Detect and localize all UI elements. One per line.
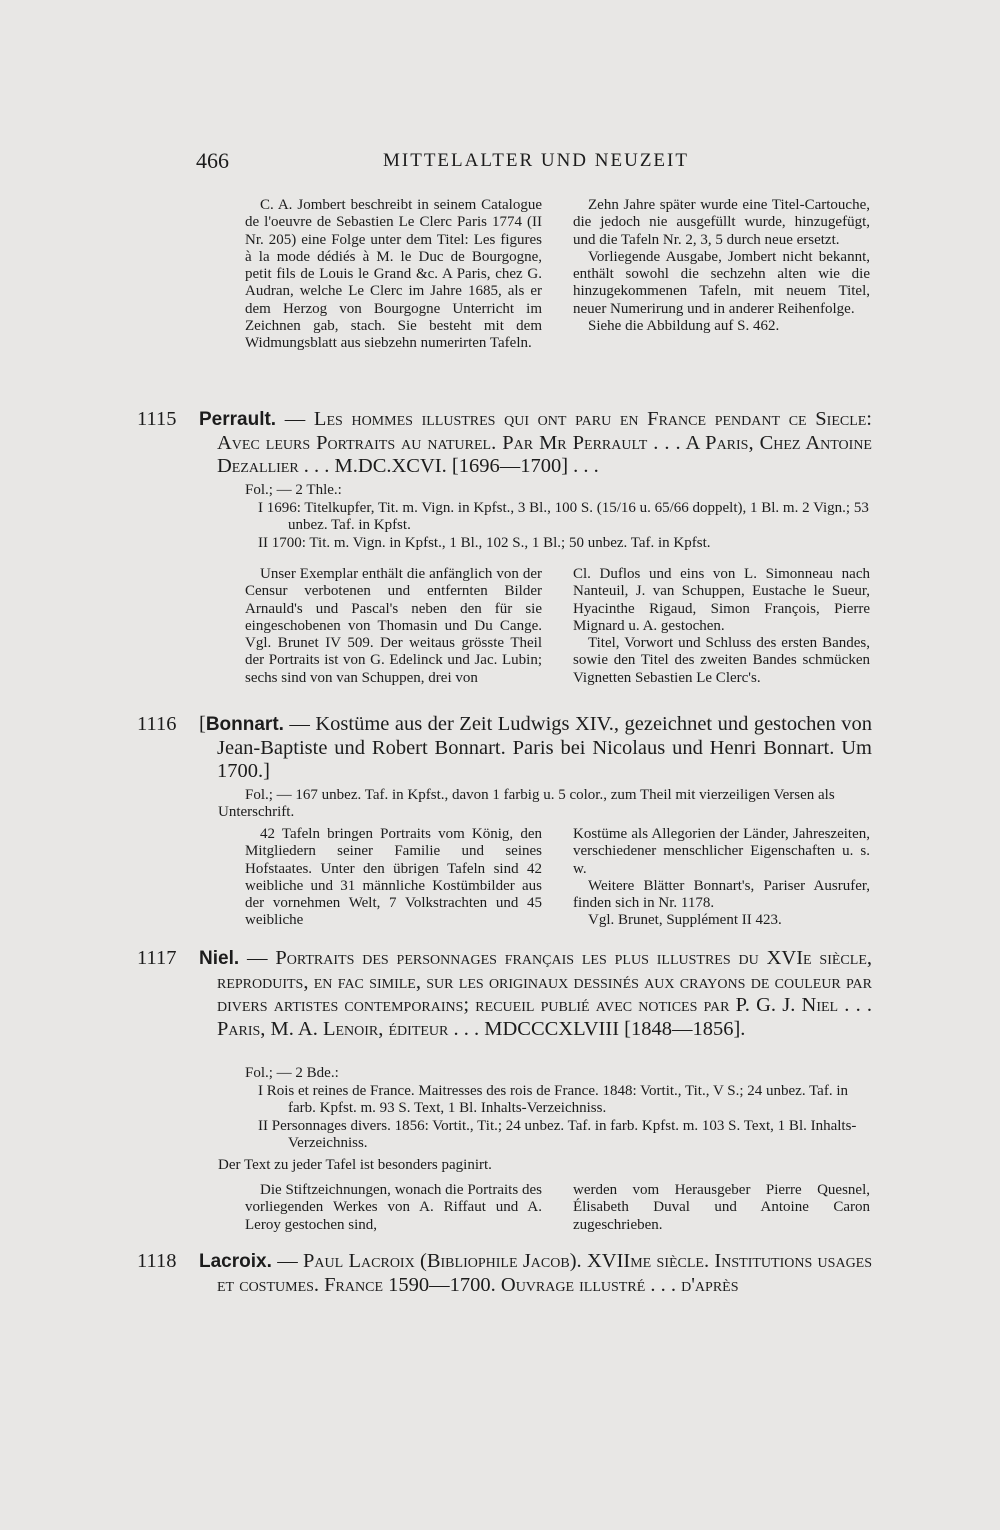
entry-1115-format: Fol.; — 2 Thle.: xyxy=(245,482,342,498)
entry-1116-notes xyxy=(245,826,870,930)
entry-1115-right-column xyxy=(573,566,870,687)
intro-columns xyxy=(245,197,870,353)
entry-number: 1116 xyxy=(137,713,177,735)
intro-left-column xyxy=(245,197,542,353)
entry-1116-heading xyxy=(137,713,872,784)
entry-1117-right-column xyxy=(573,1182,870,1234)
volume-2: II Personnages divers. 1856: Vortit., Tit.; 24 unbez. Taf. in farb. Kpfst. m. 103 S. Text, 1 Bl. Inhalts-Verzeichniss. xyxy=(258,1117,857,1151)
page-header xyxy=(196,148,876,178)
entry-1115-heading xyxy=(137,408,872,479)
entry-title: — Portraits des personnages français les plus illustres du XVIe siècle, reproduits, en fac simile, sur les originaux dessinés aux crayons de couleur par divers artistes contemporains; recueil publié avec notices par P. G. J. Niel . . . Paris, M. A. Lenoir, éditeur . . . MDCCCXLVIII [1848—1856]. xyxy=(217,947,873,1040)
entry-1115-left-text: Unser Exemplar enthält die anfänglich von der Censur verbotenen und entfernten Bilder Arnauld's und Pascal's neben den für sie eingeschobenen von Thomasin und Du Cange. Vgl. Brunet IV 509. Der weitaus grösste Theil der Portraits ist von G. Edelinck und Jac. Lubin; sechs sind von van Schuppen, drei von xyxy=(245,566,542,686)
entry-1117-text-note: Der Text zu jeder Tafel ist besonders paginirt. xyxy=(218,1157,492,1173)
entry-author: Niel. xyxy=(199,948,240,969)
entry-number: 1117 xyxy=(137,947,177,969)
entry-1116-left-column xyxy=(245,826,542,930)
volume-2: II 1700: Tit. m. Vign. in Kpfst., 1 Bl., 102 S., 1 Bl.; 50 unbez. Taf. in Kpfst. xyxy=(258,534,711,551)
entry-1115-volumes xyxy=(258,500,870,552)
running-title: MITTELALTER UND NEUZEIT xyxy=(383,150,689,171)
entry-1117-right-text: werden vom Herausgeber Pierre Quesnel, Élisabeth Duval und Antoine Caron zugeschrieben. xyxy=(573,1182,870,1233)
intro-left-text: C. A. Jombert beschreibt in seinem Catalogue de l'oeuvre de Sebastien Le Clerc Paris 1774 (II Nr. 205) eine Folge unter dem Titel: Les figures à la mode dédiés à M. le Duc de Bourgogne, petit fils de Louis le Grand &c. A Paris, chez G. Audran, welche Le Clerc im Jahre 1685, als er dem Herzog von Bourgogne Unterricht im Zeichnen gab, stach. Sie besteht mit dem Widmungsblatt aus siebzehn numerirten Tafeln. xyxy=(245,197,542,352)
entry-number: 1115 xyxy=(137,408,177,430)
entry-title: — Les hommes illustres qui ont paru en France pendant ce Siecle: Avec leurs Portraits au naturel. Par Mr Perrault . . . A Paris, Chez Antoine Dezallier . . . M.DC.XCVI. [1696—1700] . . . xyxy=(217,408,873,477)
entry-1116-right-p3: Vgl. Brunet, Supplément II 423. xyxy=(588,912,782,929)
entry-1115-left-column xyxy=(245,566,542,687)
entry-author: Lacroix. xyxy=(199,1251,272,1272)
entry-bracket: [ xyxy=(199,713,206,735)
entry-1117-volumes xyxy=(258,1083,870,1152)
entry-1116 xyxy=(137,713,872,784)
intro-right-p1: Zehn Jahre später wurde eine Titel-Cartouche, die jedoch nie ausgefüllt wurde, hinzugefügt, und die Tafeln Nr. 2, 3, 5 durch neue ersetzt. xyxy=(573,197,870,248)
entry-1117-format: Fol.; — 2 Bde.: xyxy=(245,1065,339,1081)
entry-author: Bonnart. xyxy=(205,714,284,735)
entry-1116-left-text: 42 Tafeln bringen Portraits vom König, den Mitgliedern seiner Familie und seines Hofstaates. Unter den übrigen Tafeln sind 42 weibliche und 31 männliche Kostümbilder aus der vornehmen Welt, 7 Volkstrachten und 45 weibliche xyxy=(245,826,542,929)
entry-1118-heading xyxy=(137,1250,872,1297)
intro-right-p3: Siehe die Abbildung auf S. 462. xyxy=(588,318,780,335)
entry-1115-notes xyxy=(245,566,870,687)
entry-1116-right-p2: Weitere Blätter Bonnart's, Pariser Ausrufer, finden sich in Nr. 1178. xyxy=(573,877,870,912)
entry-1117 xyxy=(137,947,872,1041)
entry-title: — Paul Lacroix (Bibliophile Jacob). XVIIme siècle. Institutions usages et costumes. France 1590—1700. Ouvrage illustré . . . d'après xyxy=(217,1250,873,1296)
entry-number: 1118 xyxy=(137,1250,177,1272)
entry-1115-right-p1: Cl. Duflos und eins von L. Simonneau nach Nanteuil, J. van Schuppen, Eustache le Sueur, Hyacinthe Rigaud, Simon François, Pierre Mignard u. A. gestochen. xyxy=(573,566,870,634)
entry-1116-format xyxy=(218,787,870,822)
entry-1116-right-p1: Kostüme als Allegorien der Länder, Jahreszeiten, verschiedener menschlicher Eigenschaften u. s. w. xyxy=(573,826,870,877)
entry-1116-right-column xyxy=(573,826,870,930)
entry-1118 xyxy=(137,1250,872,1297)
intro-right-column xyxy=(573,197,870,353)
intro-right-p2: Vorliegende Ausgabe, Jombert nicht bekannt, enthält sowohl die sechzehn alten wie die hinzugekommenen Tafeln, mit neuem Titel, neuer Numerirung und in anderer Reihenfolge. xyxy=(573,248,870,317)
entry-1117-heading xyxy=(137,947,872,1041)
entry-1115-right-p2: Titel, Vorwort und Schluss des ersten Bandes, sowie den Titel des zweiten Bandes schmücken Vignetten Sebastien Le Clerc's. xyxy=(573,635,870,686)
entry-1117-notes xyxy=(245,1182,870,1234)
volume-1: I 1696: Titelkupfer, Tit. m. Vign. in Kpfst., 3 Bl., 100 S. (15/16 u. 65/66 doppelt), 1 Bl. m. 2 Vign.; 53 unbez. Taf. in Kpfst. xyxy=(258,500,869,534)
volume-1: I Rois et reines de France. Maitresses des rois de France. 1848: Vortit., Tit., V S.; 24 unbez. Taf. in farb. Kpfst. m. 93 S. Text, 1 Bl. Inhalts-Verzeichniss. xyxy=(258,1083,849,1117)
entry-1115 xyxy=(137,408,872,479)
entry-1116-format-text: Fol.; — 167 unbez. Taf. in Kpfst., davon 1 farbig u. 5 color., zum Theil mit vierzeiligen Versen als Unterschrift. xyxy=(218,787,835,821)
entry-1117-left-text: Die Stiftzeichnungen, wonach die Portraits des vorliegenden Werkes von A. Riffaut und A. Leroy gestochen sind, xyxy=(245,1182,542,1233)
entry-1117-left-column xyxy=(245,1182,542,1234)
page-number: 466 xyxy=(196,148,229,173)
entry-title: — Kostüme aus der Zeit Ludwigs XIV., gezeichnet und gestochen von Jean-Baptiste und Robert Bonnart. Paris bei Nicolaus und Henri Bonnart. Um 1700.] xyxy=(217,713,873,782)
entry-author: Perrault. xyxy=(199,409,277,430)
